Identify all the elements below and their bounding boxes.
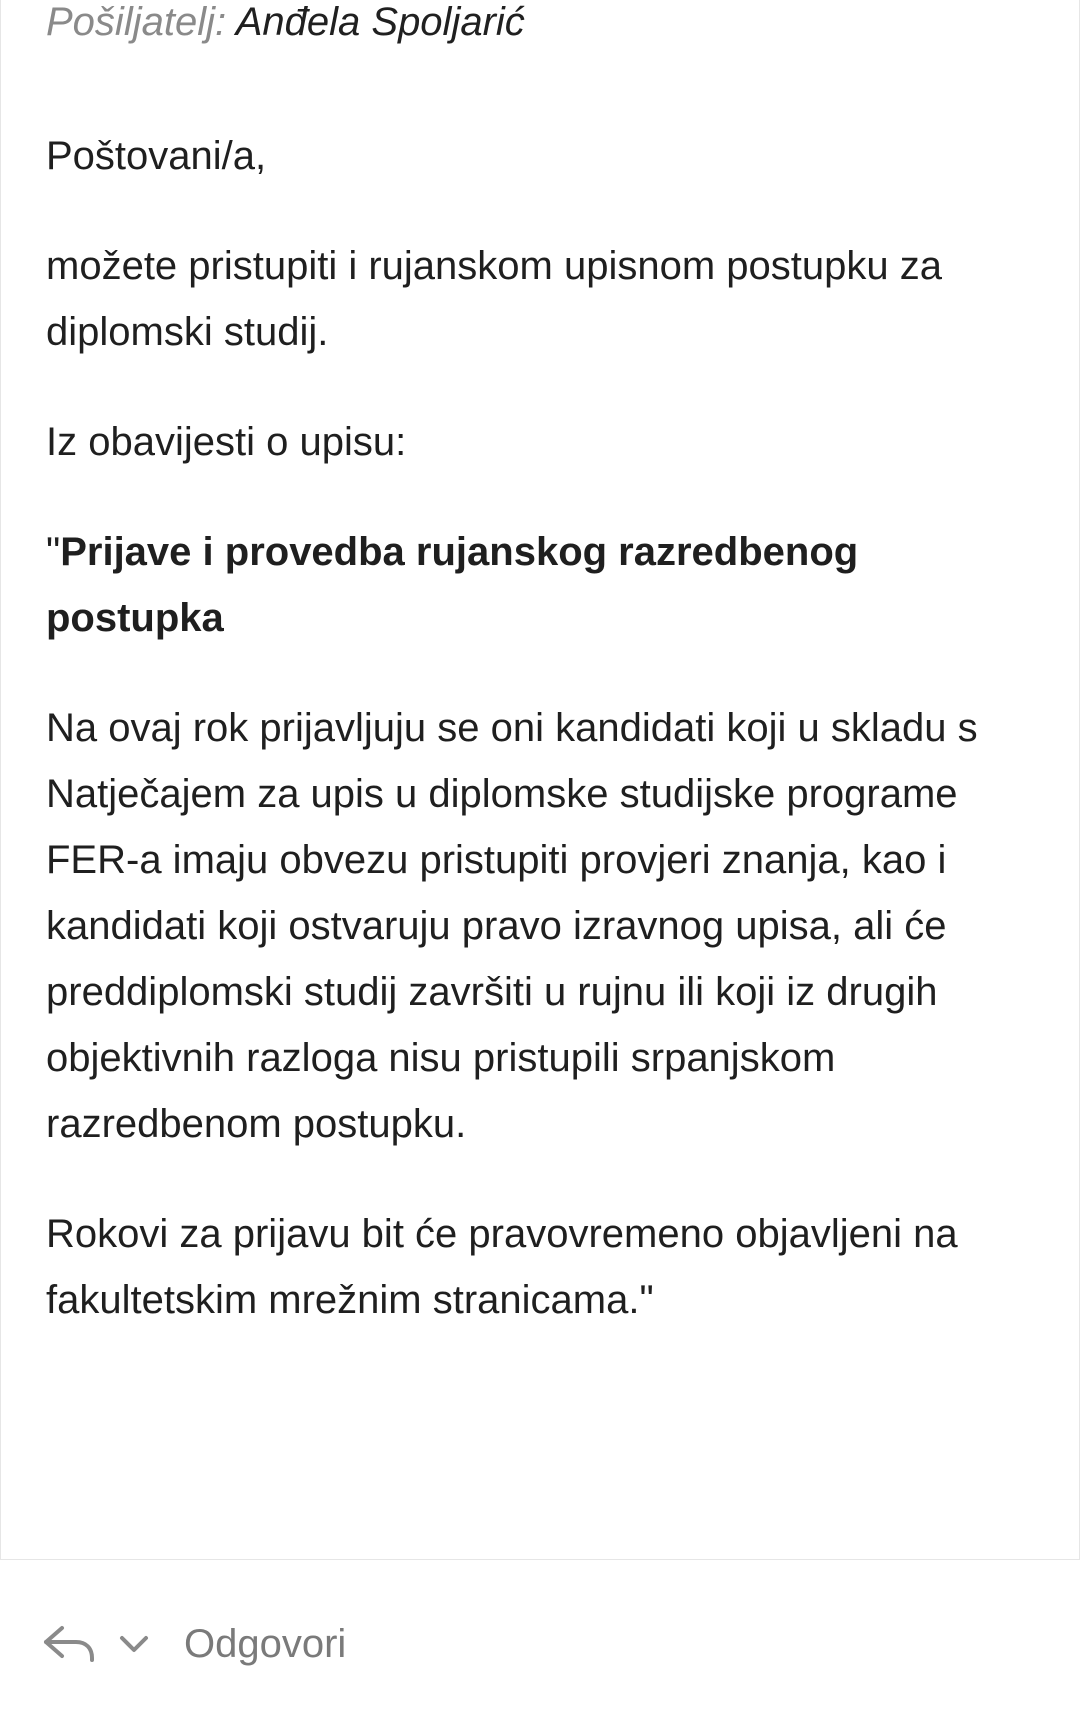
email-body	[46, 123, 1046, 1377]
reply-bar	[0, 1562, 1080, 1716]
quoted-paragraph-1: Na ovaj rok prijavljuju se oni kandidati koji u skladu s Natječajem za upis u diplomske studijske programe FER-a imaju obvezu pristupiti provjeri znanja, kao i kandidati koji ostvaruju pravo izravnog upisa, ali će preddiplomski studij završiti u rujnu ili koji iz drugih objektivnih razloga nisu pristupili srpanjskom razredbenom postupku.	[46, 706, 978, 1146]
intro-paragraph: možete pristupiti i rujanskom upisnom postupku za diplomski studij.	[46, 244, 942, 354]
quote-open-mark: "	[46, 530, 61, 574]
quoted-paragraph-2: Rokovi za prijavu bit će pravovremeno objavljeni na fakultetskim mrežnim stranicama."	[46, 1212, 958, 1322]
reply-icon	[40, 1620, 98, 1668]
sender-label: Pošiljatelj:	[46, 0, 227, 44]
greeting: Poštovani/a,	[46, 134, 267, 178]
quote-intro: Iz obavijesti o upisu:	[46, 420, 407, 464]
quoted-heading	[46, 519, 1046, 651]
reply-button[interactable]	[40, 1614, 346, 1674]
heading-text: Prijave i provedba rujanskog razredbenog postupka	[46, 530, 859, 640]
sender-line	[46, 2, 525, 42]
chevron-down-icon[interactable]	[116, 1626, 152, 1662]
reply-label: Odgovori	[184, 1621, 347, 1666]
sender-name[interactable]: Anđela Spoljarić	[235, 0, 525, 44]
